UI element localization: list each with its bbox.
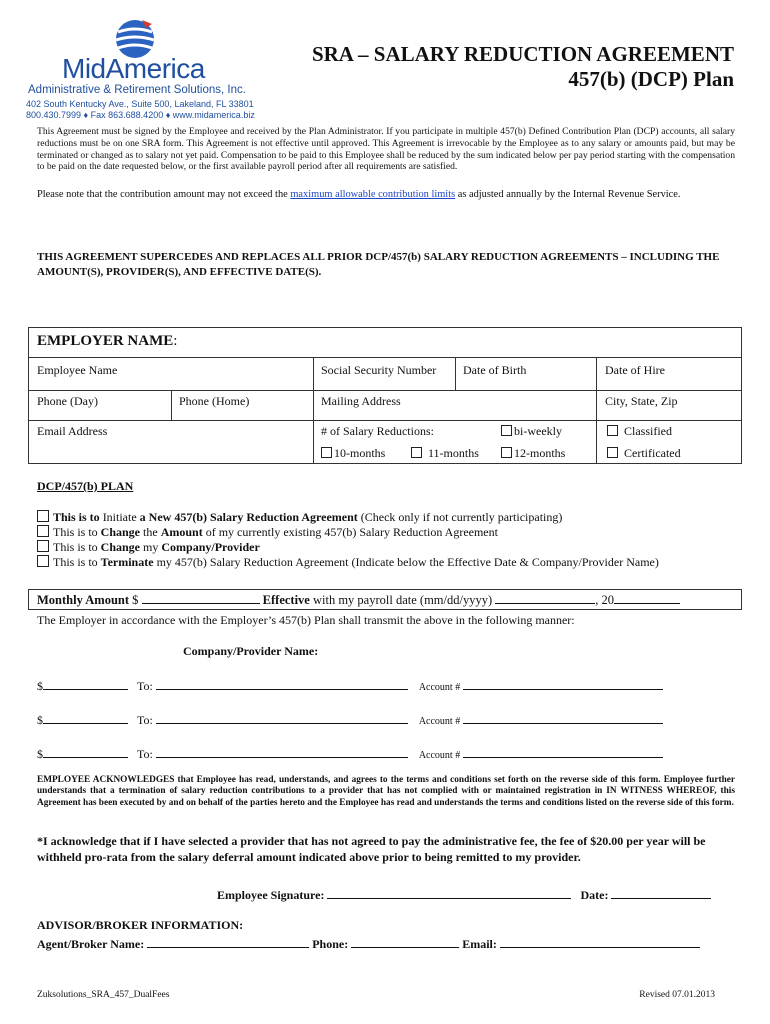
change-provider-checkbox[interactable]: [37, 540, 49, 552]
company-address: [26, 99, 255, 121]
provider-row: $ To: Account #: [37, 712, 737, 728]
monthly-amount-input[interactable]: [142, 592, 260, 604]
ssn-field[interactable]: Social Security Number: [321, 363, 437, 377]
account-number-input[interactable]: [463, 678, 663, 690]
plan-option-initiate[interactable]: This is to Initiate a New 457(b) Salary Reduction Agreement (Check only if not currently participating): [37, 510, 562, 525]
intro-paragraph: This Agreement must be signed by the Employee and received by the Plan Administrator. If you participate in multiple 457(b) Defined Contribution Plan (DCP) accounts, all salary reductions must be on one SRA form. This Agreement is not effective until approved. This Agreement is irrevocable by the Employee as to any salary or amounts paid, but may be terminated or changed as to salary not yet paid. Compensation to be paid to this Employee shall be reduced by the sum indicated below per pay period starting with the compensation to be paid on the date requested below, or the first available payroll period after all requirements are satisfied.: [37, 126, 735, 173]
plan-heading: DCP/457(b) PLAN: [37, 479, 134, 493]
provider-name-input[interactable]: [156, 712, 408, 724]
mailing-address-field[interactable]: Mailing Address: [321, 394, 401, 408]
date-of-birth-field[interactable]: Date of Birth: [463, 363, 527, 377]
provider-amount-input[interactable]: [43, 746, 128, 758]
contact-line: 800.430.7999 ♦ Fax 863.688.4200 ♦ www.midamerica.biz: [26, 110, 255, 120]
employee-acknowledgement: EMPLOYEE ACKNOWLEDGES that Employee has read, understands, and agrees to the terms and conditions set forth on the reverse side of this form. Employee further understands that a termination of salary reduction contributions to a provider that has not complied with or maintained registration in IN WITNESS WHEREOF, this Agreement has been executed by and on behalf of the parties hereto and the Employee has read and understands the terms and conditions listed on the reverse side of this form.: [37, 775, 735, 808]
twelve-months-checkbox[interactable]: [501, 447, 512, 458]
change-amount-checkbox[interactable]: [37, 525, 49, 537]
fee-acknowledgement: *I acknowledge that if I have selected a provider that has not agreed to pay the administrative fee, the fee of $20.00 per year will be withheld pro-rata from the salary deferral amount indicated above prior to being remitted to my provider.: [37, 834, 706, 864]
company-subtitle: Administrative & Retirement Solutions, Inc.: [28, 84, 246, 96]
agent-email-input[interactable]: [500, 936, 700, 948]
note-text-before: Please note that the contribution amount may not exceed the: [37, 189, 291, 200]
salary-reductions-label: # of Salary Reductions:: [321, 424, 434, 438]
employer-name-row[interactable]: [29, 328, 741, 358]
biweekly-option[interactable]: bi-weekly: [501, 424, 562, 439]
signature-row: Employee Signature: Date:: [217, 887, 711, 903]
agent-phone-input[interactable]: [351, 936, 459, 948]
ten-months-checkbox[interactable]: [321, 447, 332, 458]
email-address-field[interactable]: Email Address: [37, 424, 108, 438]
address-line: 402 South Kentucky Ave., Suite 500, Lakeland, FL 33801: [26, 99, 254, 109]
effective-year-input[interactable]: [614, 592, 680, 604]
eleven-months-checkbox[interactable]: [411, 447, 422, 458]
classified-checkbox[interactable]: [607, 425, 618, 436]
monthly-amount-row: Monthly Amount $ Effective with my payroll date (mm/dd/yyyy) , 20: [37, 592, 680, 608]
effective-date-input[interactable]: [495, 592, 595, 604]
twelve-months-option[interactable]: 12-months: [501, 446, 565, 461]
provider-amount-input[interactable]: [43, 678, 128, 690]
supersedes-notice: THIS AGREEMENT SUPERCEDES AND REPLACES ALL PRIOR DCP/457(b) SALARY REDUCTION AGREEMENTS – INCLUDING THE AMOUNT(S), PROVIDER(S), AND EFFECTIVE DATE(S).: [37, 251, 720, 278]
contribution-note: [37, 188, 735, 202]
advisor-heading: ADVISOR/BROKER INFORMATION:: [37, 918, 244, 932]
employee-signature-input[interactable]: [327, 887, 571, 899]
agent-name-input[interactable]: [147, 936, 309, 948]
phone-day-field[interactable]: Phone (Day): [37, 394, 98, 408]
footer-form-id: Zuksolutions_SRA_457_DualFees: [37, 990, 170, 1000]
initiate-checkbox[interactable]: [37, 510, 49, 522]
plan-option-change-provider[interactable]: This is to Change my Company/Provider: [37, 540, 260, 555]
contribution-limits-link[interactable]: maximum allowable contribution limits: [290, 189, 456, 200]
phone-home-field[interactable]: Phone (Home): [179, 394, 250, 408]
provider-row: $ To: Account #: [37, 746, 737, 762]
date-of-hire-field[interactable]: Date of Hire: [605, 363, 665, 377]
employer-name-label: EMPLOYER NAME:: [37, 333, 178, 349]
plan-option-terminate[interactable]: This is to Terminate my 457(b) Salary Reduction Agreement (Indicate below the Effective Date & Company/Provider Name): [37, 555, 659, 570]
document-title: SRA – SALARY REDUCTION AGREEMENT: [311, 42, 734, 66]
account-number-input[interactable]: [463, 712, 663, 724]
provider-name-input[interactable]: [156, 678, 408, 690]
note-text-after: as adjusted annually by the Internal Revenue Service.: [455, 189, 681, 200]
ten-months-option[interactable]: 10-months: [321, 446, 385, 461]
terminate-checkbox[interactable]: [37, 555, 49, 567]
provider-row: $ To: Account #: [37, 678, 737, 694]
signature-date-input[interactable]: [611, 887, 711, 899]
eleven-months-option[interactable]: 11-months: [411, 446, 479, 461]
provider-amount-input[interactable]: [43, 712, 128, 724]
city-state-zip-field[interactable]: City, State, Zip: [605, 394, 678, 408]
transmit-text: The Employer in accordance with the Employer’s 457(b) Plan shall transmit the above in the following manner:: [37, 613, 575, 627]
document-subtitle: 457(b) (DCP) Plan: [568, 67, 734, 91]
footer-revision: Revised 07.01.2013: [639, 990, 715, 1000]
employer-info-table: [28, 327, 742, 464]
classified-option[interactable]: Classified: [607, 424, 672, 439]
advisor-row: Agent/Broker Name: Phone: Email:: [37, 936, 737, 952]
certificated-option[interactable]: Certificated: [607, 446, 681, 461]
employee-name-field[interactable]: Employee Name: [37, 363, 118, 377]
certificated-checkbox[interactable]: [607, 447, 618, 458]
provider-heading: Company/Provider Name:: [183, 644, 319, 658]
biweekly-checkbox[interactable]: [501, 425, 512, 436]
company-name: MidAmerica: [62, 53, 205, 84]
plan-option-change-amount[interactable]: This is to Change the Amount of my currently existing 457(b) Salary Reduction Agreement: [37, 525, 498, 540]
account-number-input[interactable]: [463, 746, 663, 758]
provider-name-input[interactable]: [156, 746, 408, 758]
